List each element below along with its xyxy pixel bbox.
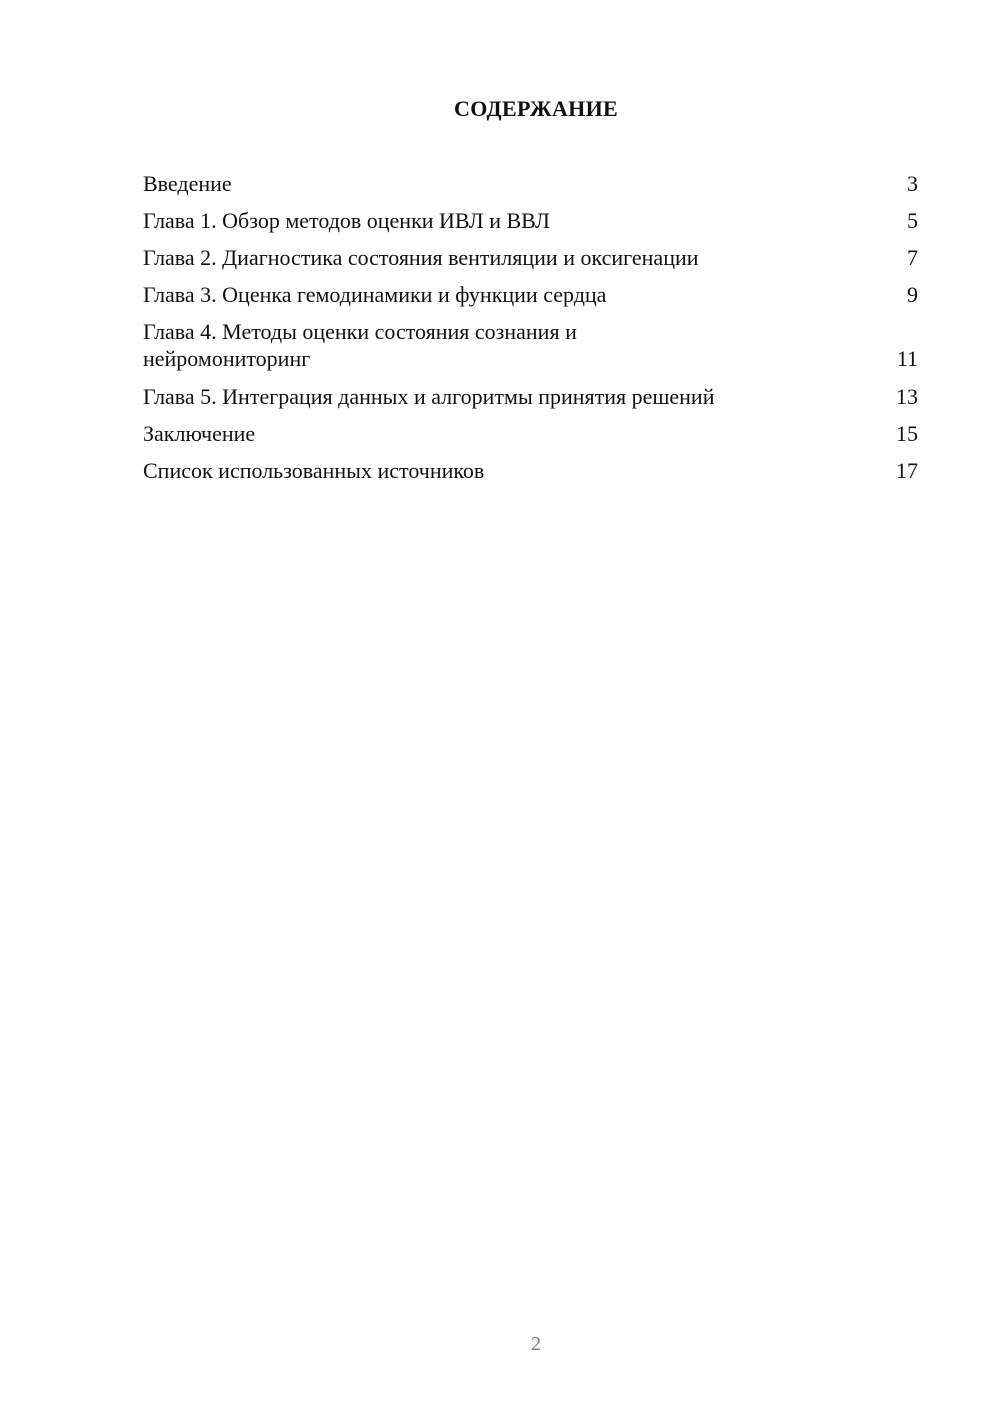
toc-entry-references [143, 457, 918, 484]
toc-entry-page: 11 [896, 346, 918, 371]
toc-entry-page: 13 [896, 384, 918, 409]
toc-entry-page: 9 [907, 282, 918, 307]
toc-entry-chapter-2 [143, 244, 918, 271]
toc-entry-chapter-3 [143, 281, 918, 308]
toc-entry-chapter-5 [143, 383, 918, 410]
toc-entry-chapter-1 [143, 207, 918, 234]
toc-entry-text: Глава 1. Обзор методов оценки ИВЛ и ВВЛ [143, 208, 550, 233]
toc-entry-page: 7 [907, 245, 918, 270]
toc-entry-text: Список использованных источников [143, 458, 485, 483]
toc-title: СОДЕРЖАНИЕ [454, 96, 618, 121]
toc-entry-page: 17 [896, 458, 918, 483]
toc-entry-text: Глава 2. Диагностика состояния вентиляции и оксигенации [143, 245, 699, 270]
toc-entry-text: Введение [143, 171, 232, 196]
toc-entry-conclusion [143, 420, 918, 447]
toc-entry-introduction [143, 170, 918, 197]
toc-list [143, 170, 918, 484]
toc-entry-text: Заключение [143, 421, 256, 446]
toc-entry-text: Глава 3. Оценка гемодинамики и функции сердца [143, 282, 607, 307]
page-number: 2 [531, 1333, 541, 1355]
toc-entry-page: 5 [907, 208, 918, 233]
toc-entry-page: 15 [896, 421, 918, 446]
toc-entry-text: Глава 4. Методы оценки состояния сознания и нейромониторинг [143, 319, 577, 371]
toc-entry-text: Глава 5. Интеграция данных и алгоритмы принятия решений [143, 384, 715, 409]
toc-entry-page: 3 [907, 171, 918, 196]
toc-entry-chapter-4 [143, 318, 918, 372]
